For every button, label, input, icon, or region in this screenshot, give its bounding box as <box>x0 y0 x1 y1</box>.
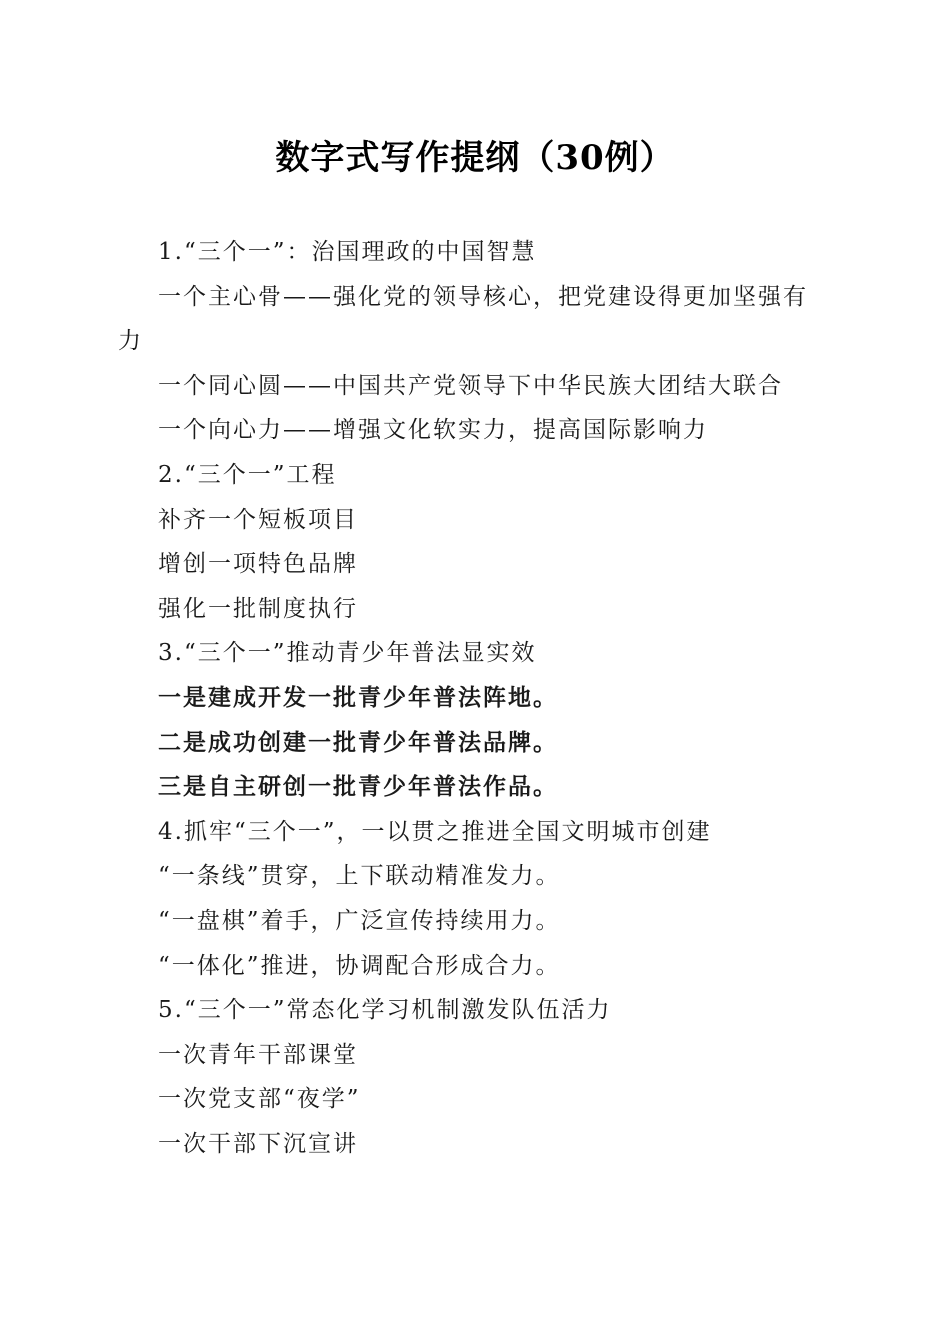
outline-item: 一个同心圆——中国共产党领导下中华民族大团结大联合 <box>158 372 783 399</box>
outline-heading-4: 4.抓牢“三个一”，一以贯之推进全国文明城市创建 <box>158 818 712 845</box>
outline-item: “一盘棋”着手，广泛宣传持续用力。 <box>158 907 561 934</box>
outline-item-bold: 三是自主研创一批青少年普法作品。 <box>158 773 558 801</box>
page-title: 数字式写作提纲（30例） <box>275 138 675 178</box>
outline-item: “一体化”推进，协调配合形成合力。 <box>158 952 561 979</box>
outline-item: 增创一项特色品牌 <box>158 551 358 578</box>
outline-item: 补齐一个短板项目 <box>158 506 358 533</box>
outline-item: 一个主心骨——强化党的领导核心，把党建设得更加坚强有力 <box>118 283 808 355</box>
outline-heading-1: 1.“三个一”：治国理政的中国智慧 <box>158 239 537 265</box>
outline-heading-3: 3.“三个一”推动青少年普法显实效 <box>158 640 537 667</box>
outline-item: “一条线”贯穿，上下联动精准发力。 <box>158 863 561 890</box>
outline-item: 一个向心力——增强文化软实力，提高国际影响力 <box>158 417 708 444</box>
outline-item: 强化一批制度执行 <box>158 595 358 622</box>
document-body <box>118 230 830 1166</box>
outline-item: 一次党支部“夜学” <box>158 1086 361 1113</box>
outline-item: 一次干部下沉宣讲 <box>158 1130 358 1157</box>
outline-heading-5: 5.“三个一”常态化学习机制激发队伍活力 <box>158 997 612 1024</box>
outline-item-bold: 一是建成开发一批青少年普法阵地。 <box>158 683 558 711</box>
outline-item-bold: 二是成功创建一批青少年普法品牌。 <box>158 728 558 756</box>
outline-item: 一次青年干部课堂 <box>158 1041 358 1068</box>
outline-heading-2: 2.“三个一”工程 <box>158 461 337 488</box>
